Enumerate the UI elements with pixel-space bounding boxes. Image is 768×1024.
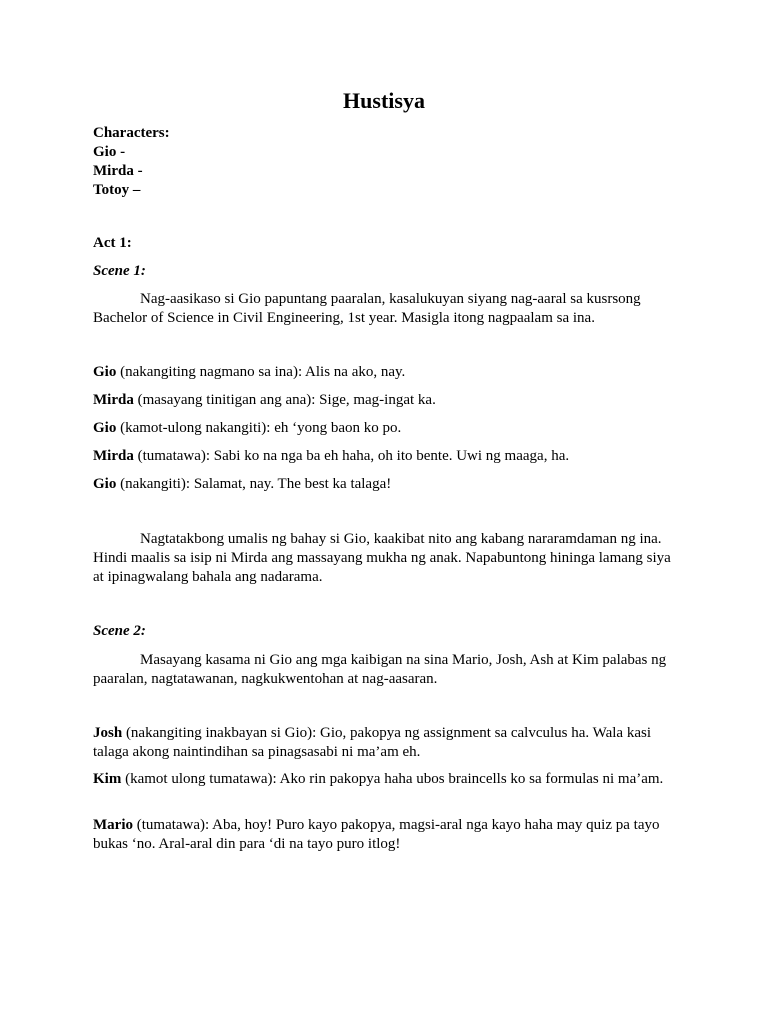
characters-heading: Characters: xyxy=(93,125,170,141)
act-heading: Act 1: xyxy=(93,235,132,251)
dialogue-line xyxy=(93,363,678,382)
character-item: Totoy – xyxy=(93,182,141,198)
scene-heading: Scene 1: xyxy=(93,263,146,279)
narration-paragraph: Nagtatakbong umalis ng bahay si Gio, kaakibat nito ang kabang nararamdaman ng ina. Hindi maalis sa isip ni Mirda ang massayang mukha ng anak. Napabuntong hininga lamang siya at ipinagwalang bahala ang nadarama. xyxy=(93,531,671,585)
narration-paragraph: Masayang kasama ni Gio ang mga kaibigan na sina Mario, Josh, Ash at Kim palabas ng paaralan, nagtatawanan, nagkukwentohan at nag-aasaran. xyxy=(93,652,667,687)
scene-outro xyxy=(93,530,678,587)
dialogue-line xyxy=(93,816,678,854)
speaker-name: Josh xyxy=(93,725,123,741)
document-title: Hustisya xyxy=(343,88,425,113)
speaker-name: Mirda xyxy=(93,448,134,464)
dialogue-line xyxy=(93,724,678,762)
dialogue-text: (masayang tinitigan ang ana): Sige, mag-ingat ka. xyxy=(133,392,436,408)
dialogue-line xyxy=(93,770,678,789)
speaker-name: Gio xyxy=(93,364,117,380)
speaker-name: Kim xyxy=(93,771,122,787)
scene-heading: Scene 2: xyxy=(93,623,146,639)
narration-paragraph: Nag-aasikaso si Gio papuntang paaralan, kasalukuyan siyang nag-aaral sa kusrsong Bachelor of Science in Civil Engineering, 1st year. Masigla itong nagpaalam sa ina. xyxy=(93,291,641,326)
speaker-name: Mario xyxy=(93,817,133,833)
dialogue-text: (kamot ulong tumatawa): Ako rin pakopya haha ubos braincells ko sa formulas ni ma’am. xyxy=(121,771,664,787)
dialogue-line xyxy=(93,419,678,438)
characters-section xyxy=(93,124,678,200)
speaker-name: Gio xyxy=(93,420,117,436)
dialogue-text: (tumatawa): Aba, hoy! Puro kayo pakopya, magsi-aral nga kayo haha may quiz pa tayo bukas ‘no. Aral-aral din para ‘di na tayo puro itlog! xyxy=(93,817,660,852)
scene-intro xyxy=(93,290,678,328)
dialogue-text: (nakangiti): Salamat, nay. The best ka talaga! xyxy=(116,476,392,492)
dialogue-text: (nakangiting nagmano sa ina): Alis na ako, nay. xyxy=(116,364,406,380)
dialogue-line xyxy=(93,447,678,466)
character-item: Gio - xyxy=(93,144,126,160)
dialogue-text: (kamot-ulong nakangiti): eh ‘yong baon ko po. xyxy=(116,420,402,436)
dialogue-text: (nakangiting inakbayan si Gio): Gio, pakopya ng assignment sa calvculus ha. Wala kasi talaga akong naintindihan sa pinagsasabi ni ma’am eh. xyxy=(93,725,651,760)
character-item: Mirda - xyxy=(93,163,143,179)
speaker-name: Gio xyxy=(93,476,117,492)
dialogue-line xyxy=(93,391,678,410)
scene-intro xyxy=(93,651,678,689)
dialogue-line xyxy=(93,475,678,494)
dialogue-text: (tumatawa): Sabi ko na nga ba eh haha, oh ito bente. Uwi ng maaga, ha. xyxy=(133,448,570,464)
speaker-name: Mirda xyxy=(93,392,134,408)
